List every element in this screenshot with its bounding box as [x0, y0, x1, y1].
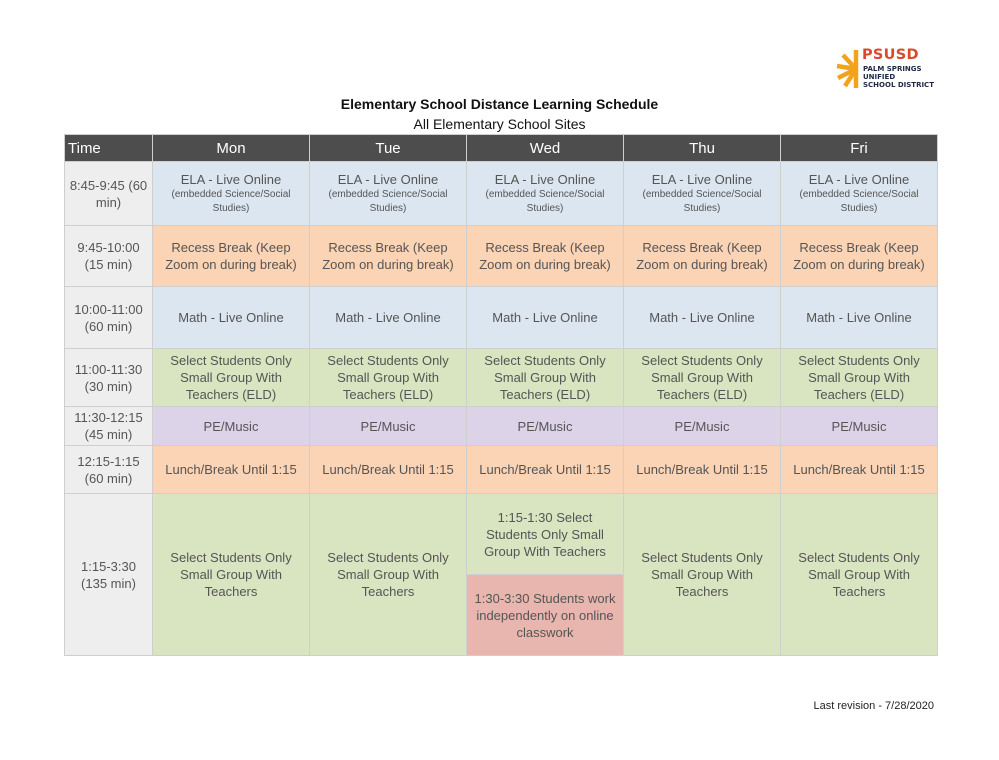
- pe-cell-tue: PE/Music: [310, 407, 467, 446]
- sun-logo-icon: [834, 48, 864, 90]
- lunch-cell-wed: Lunch/Break Until 1:15: [467, 446, 624, 494]
- ela-cell-thu: [624, 162, 781, 226]
- table-row: [65, 162, 938, 226]
- pe-cell-thu: PE/Music: [624, 407, 781, 446]
- eld-cell-thu: Select Students Only Small Group With Teachers (ELD): [624, 349, 781, 407]
- ela-note: (embedded Science/Social Studies): [642, 189, 762, 214]
- ela-main: ELA - Live Online: [651, 172, 753, 187]
- eld-cell-fri: Select Students Only Small Group With Teachers (ELD): [781, 349, 938, 407]
- pe-cell-mon: PE/Music: [153, 407, 310, 446]
- header-fri: Fri: [781, 135, 938, 162]
- eld-cell-wed: Select Students Only Small Group With Teachers (ELD): [467, 349, 624, 407]
- ela-note: (embedded Science/Social Studies): [799, 189, 919, 214]
- ela-cell-fri: [781, 162, 938, 226]
- lunch-cell-fri: Lunch/Break Until 1:15: [781, 446, 938, 494]
- time-cell: 8:45-9:45 (60 min): [65, 162, 153, 226]
- lunch-cell-tue: Lunch/Break Until 1:15: [310, 446, 467, 494]
- time-cell: 9:45-10:00 (15 min): [65, 226, 153, 287]
- small-group-cell-thu: Select Students Only Small Group With Teachers: [624, 494, 781, 656]
- math-cell-thu: Math - Live Online: [624, 287, 781, 349]
- table-row: [65, 226, 938, 287]
- time-cell: 1:15-3:30 (135 min): [65, 494, 153, 656]
- eld-cell-mon: Select Students Only Small Group With Teachers (ELD): [153, 349, 310, 407]
- math-cell-tue: Math - Live Online: [310, 287, 467, 349]
- ela-note: (embedded Science/Social Studies): [171, 189, 291, 214]
- time-cell: 11:00-11:30 (30 min): [65, 349, 153, 407]
- math-cell-fri: Math - Live Online: [781, 287, 938, 349]
- ela-note: (embedded Science/Social Studies): [328, 189, 448, 214]
- header-time: Time: [65, 135, 153, 162]
- recess-cell-mon: Recess Break (Keep Zoom on during break): [153, 226, 310, 287]
- lunch-cell-thu: Lunch/Break Until 1:15: [624, 446, 781, 494]
- ela-main: ELA - Live Online: [808, 172, 910, 187]
- ela-main: ELA - Live Online: [180, 172, 282, 187]
- small-group-cell-tue: Select Students Only Small Group With Teachers: [310, 494, 467, 656]
- recess-cell-thu: Recess Break (Keep Zoom on during break): [624, 226, 781, 287]
- table-row: [65, 287, 938, 349]
- table-row: [65, 494, 938, 575]
- recess-cell-fri: Recess Break (Keep Zoom on during break): [781, 226, 938, 287]
- recess-cell-tue: Recess Break (Keep Zoom on during break): [310, 226, 467, 287]
- logo-brand: PSUSD: [862, 47, 919, 63]
- ela-main: ELA - Live Online: [337, 172, 439, 187]
- time-cell: 11:30-12:15 (45 min): [65, 407, 153, 446]
- logo-line-3: SCHOOL DISTRICT: [863, 81, 934, 89]
- ela-cell-wed: [467, 162, 624, 226]
- header-mon: Mon: [153, 135, 310, 162]
- table-row: [65, 446, 938, 494]
- ela-cell-tue: [310, 162, 467, 226]
- last-revision: Last revision - 7/28/2020: [813, 700, 934, 712]
- table-row: [65, 407, 938, 446]
- header-thu: Thu: [624, 135, 781, 162]
- math-cell-mon: Math - Live Online: [153, 287, 310, 349]
- recess-cell-wed: Recess Break (Keep Zoom on during break): [467, 226, 624, 287]
- ela-note: (embedded Science/Social Studies): [485, 189, 605, 214]
- small-group-cell-wed: 1:15-1:30 Select Students Only Small Group With Teachers: [467, 494, 624, 575]
- logo-line-1: PALM SPRINGS: [863, 65, 922, 73]
- small-group-cell-mon: Select Students Only Small Group With Teachers: [153, 494, 310, 656]
- pe-cell-wed: PE/Music: [467, 407, 624, 446]
- schedule-table: [64, 134, 938, 656]
- psusd-logo: [834, 46, 944, 94]
- ela-cell-mon: [153, 162, 310, 226]
- math-cell-wed: Math - Live Online: [467, 287, 624, 349]
- pe-cell-fri: PE/Music: [781, 407, 938, 446]
- ela-main: ELA - Live Online: [494, 172, 596, 187]
- time-cell: 10:00-11:00 (60 min): [65, 287, 153, 349]
- independent-work-cell-wed: 1:30-3:30 Students work independently on online classwork: [467, 575, 624, 656]
- time-cell: 12:15-1:15 (60 min): [65, 446, 153, 494]
- page-subtitle: All Elementary School Sites: [413, 116, 586, 132]
- header-row: [65, 135, 938, 162]
- small-group-cell-fri: Select Students Only Small Group With Teachers: [781, 494, 938, 656]
- page-title: Elementary School Distance Learning Schedule: [340, 96, 659, 112]
- logo-line-2: UNIFIED: [863, 73, 896, 81]
- header-tue: Tue: [310, 135, 467, 162]
- eld-cell-tue: Select Students Only Small Group With Teachers (ELD): [310, 349, 467, 407]
- table-row: [65, 349, 938, 407]
- lunch-cell-mon: Lunch/Break Until 1:15: [153, 446, 310, 494]
- header-wed: Wed: [467, 135, 624, 162]
